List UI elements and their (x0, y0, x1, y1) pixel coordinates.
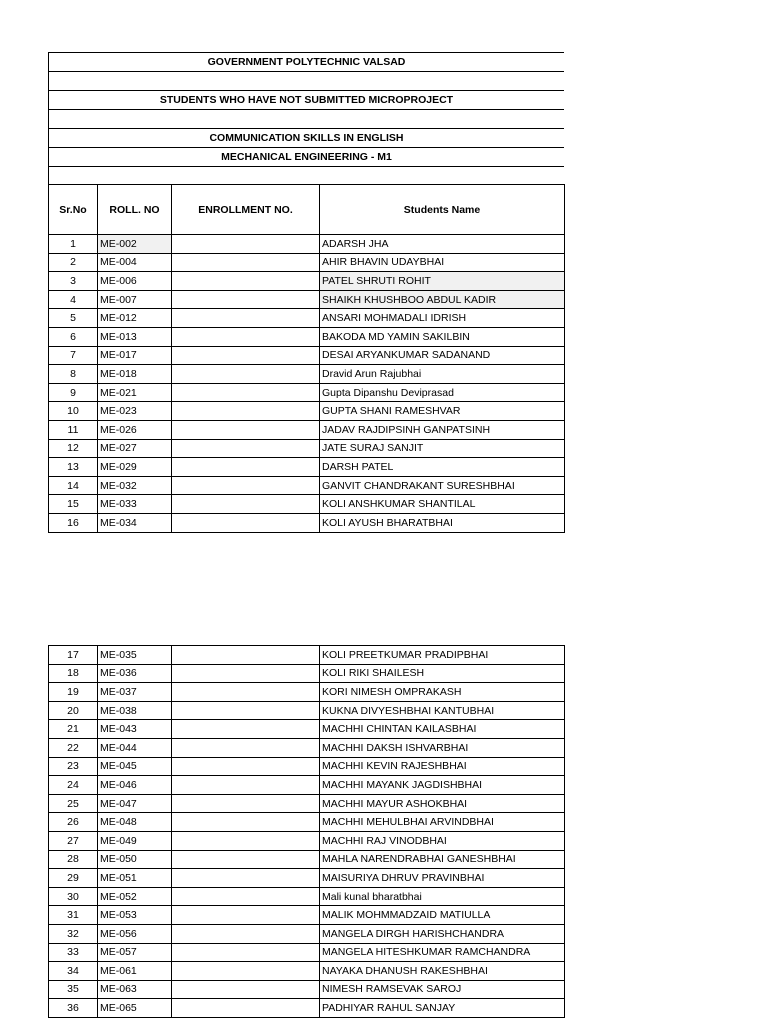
cell-sr: 32 (49, 924, 98, 943)
cell-name: SHAIKH KHUSHBOO ABDUL KADIR (320, 290, 565, 309)
cell-roll: ME-043 (98, 720, 172, 739)
cell-name: KOLI AYUSH BHARATBHAI (320, 513, 565, 532)
cell-sr: 28 (49, 850, 98, 869)
table-row (49, 290, 565, 309)
cell-name: PADHIYAR RAHUL SANJAY (320, 999, 565, 1018)
cell-enroll (172, 420, 320, 439)
cell-enroll (172, 887, 320, 906)
cell-name: KORI NIMESH OMPRAKASH (320, 683, 565, 702)
cell-roll: ME-027 (98, 439, 172, 458)
cell-roll: ME-051 (98, 869, 172, 888)
cell-roll: ME-033 (98, 495, 172, 514)
cell-roll: ME-006 (98, 272, 172, 291)
cell-name: MALIK MOHMMADZAID MATIULLA (320, 906, 565, 925)
cell-name: MAHLA NARENDRABHAI GANESHBHAI (320, 850, 565, 869)
table-row (49, 962, 565, 981)
cell-sr: 26 (49, 813, 98, 832)
cell-roll: ME-063 (98, 980, 172, 999)
cell-roll: ME-034 (98, 513, 172, 532)
cell-name: MACHHI MAYANK JAGDISHBHAI (320, 776, 565, 795)
cell-sr: 7 (49, 346, 98, 365)
cell-roll: ME-032 (98, 476, 172, 495)
table-row (49, 439, 565, 458)
cell-enroll (172, 476, 320, 495)
table-row (49, 999, 565, 1018)
institute-title: GOVERNMENT POLYTECHNIC VALSAD (48, 52, 564, 71)
cell-name: DARSH PATEL (320, 458, 565, 477)
cell-name: KOLI PREETKUMAR PRADIPBHAI (320, 646, 565, 665)
subject-title: COMMUNICATION SKILLS IN ENGLISH (48, 128, 564, 147)
cell-sr: 9 (49, 383, 98, 402)
cell-enroll (172, 327, 320, 346)
cell-sr: 20 (49, 701, 98, 720)
cell-roll: ME-018 (98, 365, 172, 384)
cell-roll: ME-038 (98, 701, 172, 720)
table-row (49, 513, 565, 532)
cell-name: Mali kunal bharatbhai (320, 887, 565, 906)
cell-roll: ME-045 (98, 757, 172, 776)
table-row (49, 980, 565, 999)
table-row (49, 646, 565, 665)
cell-enroll (172, 309, 320, 328)
cell-sr: 30 (49, 887, 98, 906)
cell-name: MAISURIYA DHRUV PRAVINBHAI (320, 869, 565, 888)
cell-sr: 21 (49, 720, 98, 739)
col-name-header: Students Name (320, 185, 565, 235)
cell-roll: ME-037 (98, 683, 172, 702)
cell-enroll (172, 383, 320, 402)
table-row (49, 495, 565, 514)
cell-enroll (172, 346, 320, 365)
cell-enroll (172, 235, 320, 254)
cell-enroll (172, 924, 320, 943)
cell-name: PATEL SHRUTI ROHIT (320, 272, 565, 291)
cell-name: JADAV RAJDIPSINH GANPATSINH (320, 420, 565, 439)
col-enroll-header: ENROLLMENT NO. (172, 185, 320, 235)
table-row (49, 869, 565, 888)
cell-name: Dravid Arun Rajubhai (320, 365, 565, 384)
cell-sr: 29 (49, 869, 98, 888)
cell-roll: ME-036 (98, 664, 172, 683)
cell-roll: ME-047 (98, 794, 172, 813)
cell-sr: 17 (49, 646, 98, 665)
table-row (49, 327, 565, 346)
table-row (49, 757, 565, 776)
table-row (49, 346, 565, 365)
report-subtitle: STUDENTS WHO HAVE NOT SUBMITTED MICROPROJECT (48, 90, 564, 109)
cell-sr: 34 (49, 962, 98, 981)
blank-row (48, 109, 564, 128)
cell-roll: ME-013 (98, 327, 172, 346)
cell-enroll (172, 513, 320, 532)
cell-roll: ME-048 (98, 813, 172, 832)
cell-roll: ME-053 (98, 906, 172, 925)
cell-roll: ME-050 (98, 850, 172, 869)
cell-roll: ME-012 (98, 309, 172, 328)
cell-roll: ME-056 (98, 924, 172, 943)
table-row (49, 850, 565, 869)
cell-roll: ME-052 (98, 887, 172, 906)
table-row (49, 272, 565, 291)
cell-enroll (172, 683, 320, 702)
table-row (49, 402, 565, 421)
cell-sr: 5 (49, 309, 98, 328)
branch-title: MECHANICAL ENGINEERING - M1 (48, 147, 564, 166)
cell-sr: 14 (49, 476, 98, 495)
blank-row (48, 71, 564, 90)
cell-enroll (172, 272, 320, 291)
cell-enroll (172, 776, 320, 795)
cell-roll: ME-004 (98, 253, 172, 272)
cell-name: MACHHI KEVIN RAJESHBHAI (320, 757, 565, 776)
cell-roll: ME-044 (98, 738, 172, 757)
cell-enroll (172, 869, 320, 888)
table-row (49, 906, 565, 925)
cell-enroll (172, 943, 320, 962)
cell-enroll (172, 402, 320, 421)
cell-name: NAYAKA DHANUSH RAKESHBHAI (320, 962, 565, 981)
cell-roll: ME-026 (98, 420, 172, 439)
cell-roll: ME-023 (98, 402, 172, 421)
cell-enroll (172, 720, 320, 739)
table-row (49, 476, 565, 495)
cell-name: ADARSH JHA (320, 235, 565, 254)
cell-sr: 36 (49, 999, 98, 1018)
students-table-2 (48, 645, 564, 1018)
cell-sr: 4 (49, 290, 98, 309)
cell-sr: 11 (49, 420, 98, 439)
table-row (49, 683, 565, 702)
table-row (49, 794, 565, 813)
cell-sr: 13 (49, 458, 98, 477)
cell-sr: 31 (49, 906, 98, 925)
blank-row (48, 166, 564, 184)
cell-enroll (172, 253, 320, 272)
cell-name: MANGELA HITESHKUMAR RAMCHANDRA (320, 943, 565, 962)
cell-roll: ME-057 (98, 943, 172, 962)
cell-sr: 15 (49, 495, 98, 514)
cell-sr: 6 (49, 327, 98, 346)
cell-enroll (172, 757, 320, 776)
cell-sr: 3 (49, 272, 98, 291)
col-sr-header: Sr.No (49, 185, 98, 235)
cell-enroll (172, 980, 320, 999)
cell-sr: 16 (49, 513, 98, 532)
cell-enroll (172, 701, 320, 720)
cell-name: MACHHI RAJ VINODBHAI (320, 831, 565, 850)
table-row (49, 235, 565, 254)
cell-enroll (172, 495, 320, 514)
sheet-header (48, 52, 564, 184)
table-row (49, 776, 565, 795)
cell-sr: 22 (49, 738, 98, 757)
cell-sr: 19 (49, 683, 98, 702)
table-row (49, 813, 565, 832)
cell-enroll (172, 906, 320, 925)
cell-enroll (172, 290, 320, 309)
cell-enroll (172, 646, 320, 665)
table-row (49, 664, 565, 683)
table-row (49, 943, 565, 962)
table-row (49, 365, 565, 384)
cell-enroll (172, 813, 320, 832)
table-row (49, 420, 565, 439)
cell-name: GUPTA SHANI RAMESHVAR (320, 402, 565, 421)
col-roll-header: ROLL. NO (98, 185, 172, 235)
cell-roll: ME-021 (98, 383, 172, 402)
cell-enroll (172, 458, 320, 477)
cell-name: ANSARI MOHMADALI IDRISH (320, 309, 565, 328)
cell-name: MANGELA DIRGH HARISHCHANDRA (320, 924, 565, 943)
cell-roll: ME-002 (98, 235, 172, 254)
cell-enroll (172, 664, 320, 683)
cell-roll: ME-017 (98, 346, 172, 365)
cell-name: MACHHI MAYUR ASHOKBHAI (320, 794, 565, 813)
table-row (49, 309, 565, 328)
cell-roll: ME-065 (98, 999, 172, 1018)
cell-sr: 12 (49, 439, 98, 458)
table-row (49, 720, 565, 739)
cell-sr: 1 (49, 235, 98, 254)
cell-name: BAKODA MD YAMIN SAKILBIN (320, 327, 565, 346)
cell-sr: 2 (49, 253, 98, 272)
table-row (49, 887, 565, 906)
cell-name: GANVIT CHANDRAKANT SURESHBHAI (320, 476, 565, 495)
table-row (49, 383, 565, 402)
cell-roll: ME-049 (98, 831, 172, 850)
cell-roll: ME-061 (98, 962, 172, 981)
table-row (49, 701, 565, 720)
cell-name: KOLI RIKI SHAILESH (320, 664, 565, 683)
cell-sr: 24 (49, 776, 98, 795)
cell-roll: ME-035 (98, 646, 172, 665)
cell-enroll (172, 738, 320, 757)
cell-enroll (172, 831, 320, 850)
cell-sr: 10 (49, 402, 98, 421)
cell-name: AHIR BHAVIN UDAYBHAI (320, 253, 565, 272)
cell-sr: 25 (49, 794, 98, 813)
cell-sr: 35 (49, 980, 98, 999)
cell-sr: 23 (49, 757, 98, 776)
cell-sr: 33 (49, 943, 98, 962)
cell-enroll (172, 439, 320, 458)
table-row (49, 738, 565, 757)
cell-sr: 27 (49, 831, 98, 850)
table-row (49, 458, 565, 477)
cell-name: KOLI ANSHKUMAR SHANTILAL (320, 495, 565, 514)
cell-name: JATE SURAJ SANJIT (320, 439, 565, 458)
cell-name: Gupta Dipanshu Deviprasad (320, 383, 565, 402)
cell-name: MACHHI DAKSH ISHVARBHAI (320, 738, 565, 757)
cell-enroll (172, 794, 320, 813)
table-row (49, 831, 565, 850)
cell-enroll (172, 365, 320, 384)
cell-roll: ME-046 (98, 776, 172, 795)
cell-name: MACHHI CHINTAN KAILASBHAI (320, 720, 565, 739)
cell-enroll (172, 962, 320, 981)
cell-roll: ME-007 (98, 290, 172, 309)
table-row (49, 924, 565, 943)
cell-sr: 18 (49, 664, 98, 683)
table-row (49, 253, 565, 272)
cell-name: KUKNA DIVYESHBHAI KANTUBHAI (320, 701, 565, 720)
cell-enroll (172, 999, 320, 1018)
students-table-1 (48, 184, 564, 533)
cell-name: MACHHI MEHULBHAI ARVINDBHAI (320, 813, 565, 832)
cell-enroll (172, 850, 320, 869)
cell-name: NIMESH RAMSEVAK SAROJ (320, 980, 565, 999)
cell-roll: ME-029 (98, 458, 172, 477)
cell-sr: 8 (49, 365, 98, 384)
table-header-row (49, 185, 565, 235)
cell-name: DESAI ARYANKUMAR SADANAND (320, 346, 565, 365)
